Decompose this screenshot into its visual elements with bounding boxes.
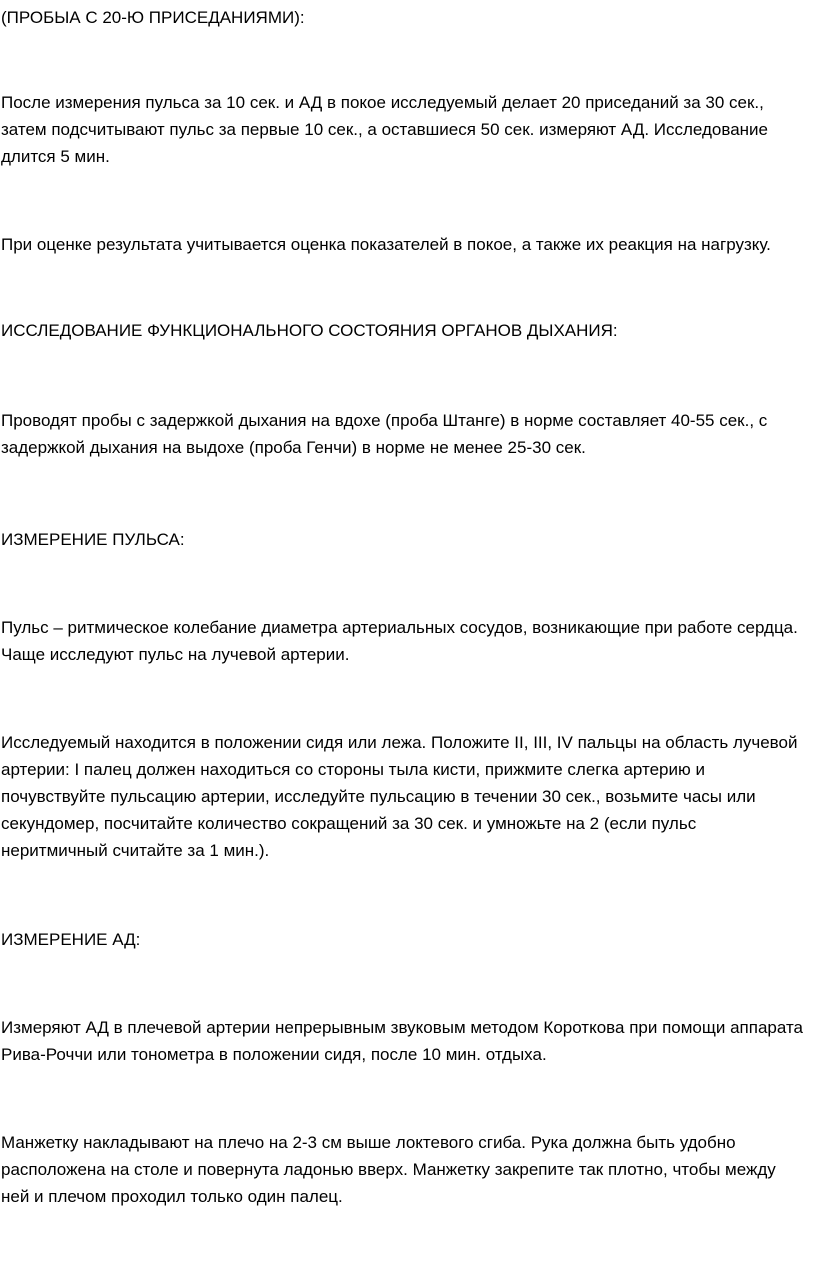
paragraph-result-assessment: При оценке результата учитывается оценка показателей в покое, а также их реакция на нагрузку. bbox=[1, 235, 771, 254]
paragraph-squats-procedure: После измерения пульса за 10 сек. и АД в покое исследуемый делает 20 приседаний за 30 сек., затем подсчитывают пульс за первые 10 сек., а оставшиеся 50 сек. измеряют АД. Исследование длится 5 мин. bbox=[1, 93, 769, 166]
heading-squats-test: (ПРОБЫА С 20-Ю ПРИСЕДАНИЯМИ): bbox=[1, 8, 305, 27]
paragraph-pulse-procedure: Исследуемый находится в положении сидя или лежа. Положите II, III, IV пальцы на область лучевой артерии: I палец должен находиться со стороны тыла кисти, прижмите слегка артерию и почувствуйте пульсацию артерии, исследуйте пульсацию в течении 30 сек., возьмите часы или секундомер, посчитайте количество сокращений за 30 сек. и умножьте на 2 (если пульс неритмичный считайте за 1 мин.). bbox=[1, 733, 798, 860]
heading-bp-measurement: ИЗМЕРЕНИЕ АД: bbox=[1, 930, 141, 949]
paragraph-bp-method: Измеряют АД в плечевой артерии непрерывным звуковым методом Короткова при помощи аппарата Рива-Роччи или тонометра в положении сидя, после 10 мин. отдыха. bbox=[1, 1018, 803, 1064]
paragraph-breath-hold-tests: Проводят пробы с задержкой дыхания на вдохе (проба Штанге) в норме составляет 40-55 сек., с задержкой дыхания на выдохе (проба Генчи) в норме не менее 25-30 сек. bbox=[1, 411, 768, 457]
paragraph-cuff-placement: Манжетку накладывают на плечо на 2-3 см выше локтевого сгиба. Рука должна быть удобно расположена на столе и повернута ладонью вверх. Манжетку закрепите так плотно, чтобы между ней и плечом проходил только один палец. bbox=[1, 1133, 776, 1206]
paragraph-pulse-definition: Пульс – ритмическое колебание диаметра артериальных сосудов, возникающие при работе сердца. Чаще исследуют пульс на лучевой артерии. bbox=[1, 618, 798, 664]
heading-respiratory-study: ИССЛЕДОВАНИЕ ФУНКЦИОНАЛЬНОГО СОСТОЯНИЯ ОРГАНОВ ДЫХАНИЯ: bbox=[1, 321, 618, 340]
heading-pulse-measurement: ИЗМЕРЕНИЕ ПУЛЬСА: bbox=[1, 530, 185, 549]
